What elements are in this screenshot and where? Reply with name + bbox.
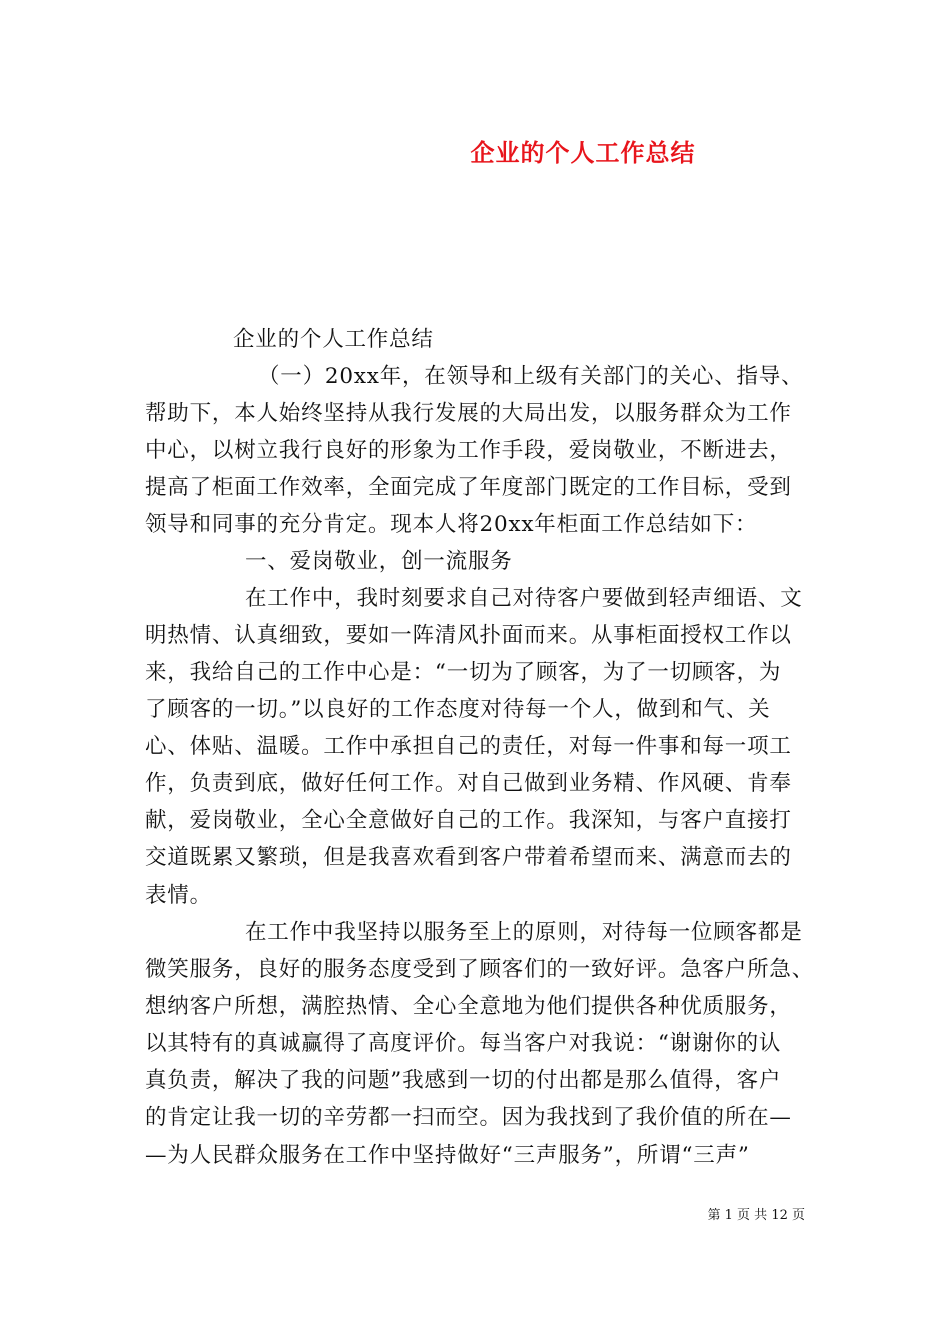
paragraph-line: 帮助下，本人始终坚持从我行发展的大局出发，以服务群众为工作	[145, 401, 792, 426]
paragraph-line: 了顾客的一切。”以良好的工作态度对待每一个人，做到和气、关	[145, 697, 771, 722]
paragraph-line: 提高了柜面工作效率，全面完成了年度部门既定的工作目标，受到	[145, 475, 792, 500]
subheading: 一、爱岗敬业，创一流服务	[245, 549, 513, 574]
paragraph-line: 真负责，解决了我的问题”我感到一切的付出都是那么值得，客户	[145, 1068, 782, 1093]
paragraph-line: 的肯定让我一切的辛劳都一扫而空。因为我找到了我价值的所在—	[145, 1105, 792, 1130]
page-number: 第 1 页 共 12 页	[707, 1208, 805, 1223]
paragraph-line: 在工作中，我时刻要求自己对待客户要做到轻声细语、文	[245, 586, 803, 611]
paragraph-line: 微笑服务，良好的服务态度受到了顾客们的一致好评。急客户所急、	[145, 957, 815, 982]
paragraph-line: 在工作中我坚持以服务至上的原则，对待每一位顾客都是	[245, 920, 803, 945]
paragraph-line: （一）20xx年，在领导和上级有关部门的关心、指导、	[258, 364, 804, 389]
paragraph-line: 献，爱岗敬业，全心全意做好自己的工作。我深知，与客户直接打	[145, 808, 792, 833]
section-heading: 企业的个人工作总结	[233, 327, 434, 352]
paragraph-line: 想纳客户所想，满腔热情、全心全意地为他们提供各种优质服务，	[145, 994, 792, 1019]
paragraph-line: 明热情、认真细致，要如一阵清风扑面而来。从事柜面授权工作以	[145, 623, 792, 648]
paragraph-line: 作，负责到底，做好任何工作。对自己做到业务精、作风硬、肯奉	[145, 771, 792, 796]
paragraph-line: 来，我给自己的工作中心是：“一切为了顾客，为了一切顾客，为	[145, 660, 782, 685]
paragraph-line: 中心，以树立我行良好的形象为工作手段，爱岗敬业，不断进去，	[145, 438, 792, 463]
paragraph-line: 领导和同事的充分肯定。现本人将20xx年柜面工作总结如下：	[145, 512, 758, 537]
paragraph-line: 心、体贴、温暖。工作中承担自己的责任，对每一件事和每一项工	[145, 734, 792, 759]
paragraph-line: 交道既累又繁琐，但是我喜欢看到客户带着希望而来、满意而去的	[145, 845, 792, 870]
paragraph-line: —为人民群众服务在工作中坚持做好“三声服务”，所谓“三声”	[145, 1143, 750, 1168]
paragraph-line: 表情。	[145, 883, 212, 908]
document-title: 企业的个人工作总结	[470, 138, 696, 167]
paragraph-line: 以其特有的真诚赢得了高度评价。每当客户对我说：“谢谢你的认	[145, 1031, 782, 1056]
